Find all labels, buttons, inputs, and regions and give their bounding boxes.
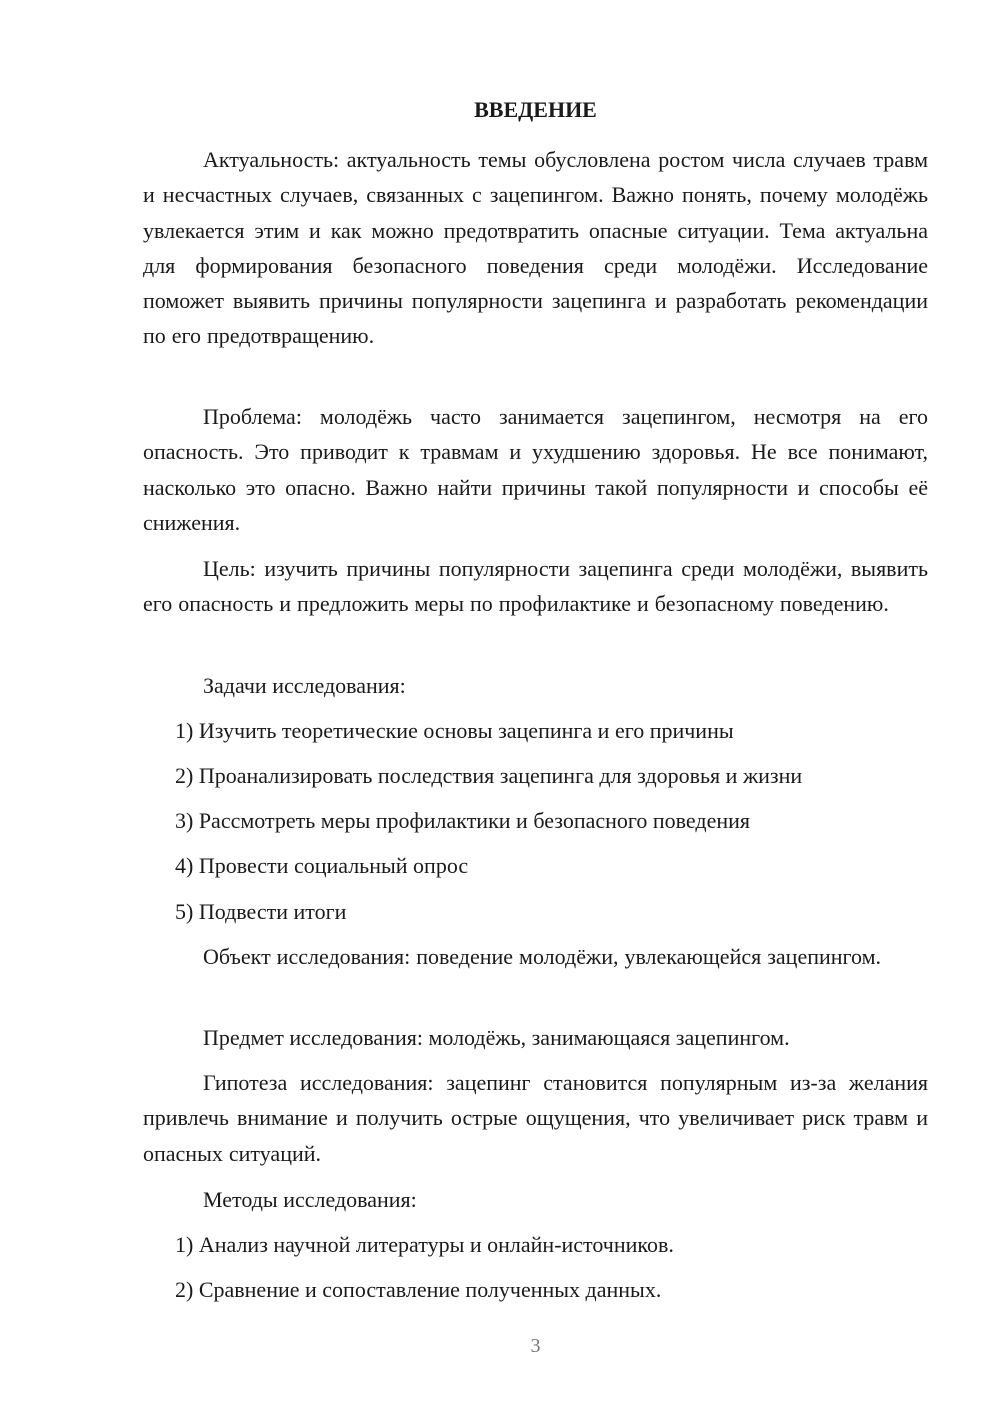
hypothesis-paragraph: Гипотеза исследования: зацепинг становится популярным из-за желания привлечь внимание и получить острые ощущения, что увеличивает риск травм и опасных ситуаций. — [143, 1070, 928, 1166]
page-number: 3 — [530, 1335, 541, 1357]
goal-paragraph: Цель: изучить причины популярности зацепинга среди молодёжи, выявить его опасность и предложить меры по профилактике и безопасному поведению. — [143, 556, 928, 617]
relevance-paragraph: Актуальность: актуальность темы обусловлена ростом числа случаев травм и несчастных случаев, связанных с зацепингом. Важно понять, почему молодёжь увлекается этим и как можно предотвратить опасные ситуации. Тема актуальна для формирования безопасного поведения среди молодёжи. Исследование поможет выявить причины популярности зацепинга и разработать рекомендации по его предотвращению. — [143, 147, 928, 349]
list-item: 2) Сравнение и сопоставление полученных данных. — [175, 1277, 662, 1302]
subject-paragraph: Предмет исследования: молодёжь, занимающаяся зацепингом. — [203, 1025, 790, 1050]
list-item: 2) Проанализировать последствия зацепинга для здоровья и жизни — [175, 763, 803, 788]
tasks-title: Задачи исследования: — [203, 673, 406, 698]
list-item: 3) Рассмотреть меры профилактики и безопасного поведения — [175, 808, 750, 833]
list-item: 1) Изучить теоретические основы зацепинга и его причины — [175, 718, 734, 743]
list-item: 4) Провести социальный опрос — [175, 853, 469, 878]
page-title: ВВЕДЕНИЕ — [474, 97, 597, 122]
object-paragraph: Объект исследования: поведение молодёжи, увлекающейся зацепингом. — [203, 944, 882, 969]
document-page — [143, 0, 928, 1414]
methods-title: Методы исследования: — [203, 1187, 417, 1212]
problem-paragraph: Проблема: молодёжь часто занимается зацепингом, несмотря на его опасность. Это приводит к травмам и ухудшению здоровья. Не все понимают, насколько это опасно. Важно найти причины такой популярности и способы её снижения. — [143, 404, 928, 535]
list-item: 1) Анализ научной литературы и онлайн-источников. — [175, 1232, 674, 1257]
list-item: 5) Подвести итоги — [175, 899, 347, 924]
